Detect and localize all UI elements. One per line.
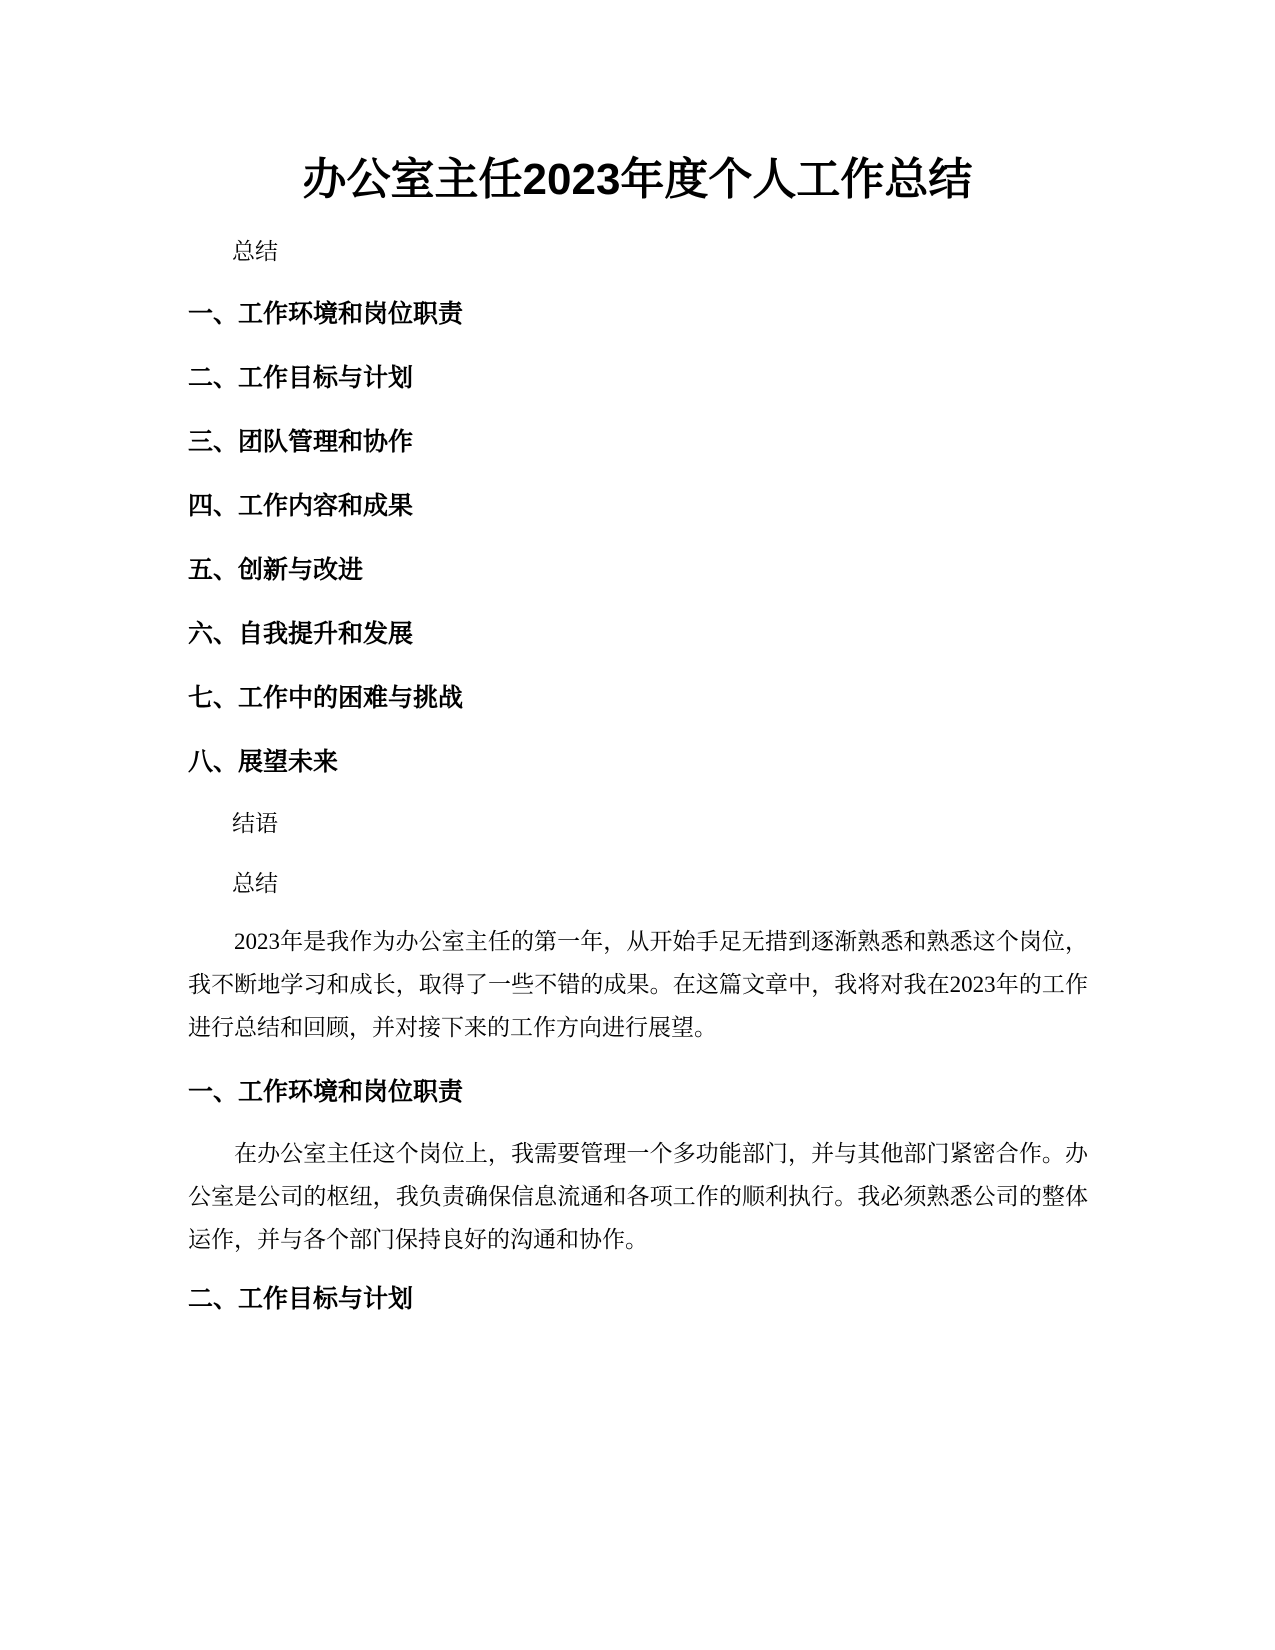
section-heading: 一、工作环境和岗位职责 (188, 1078, 464, 1106)
toc-item: 五、创新与改进 (188, 556, 364, 584)
summary-label: 总结 (232, 871, 278, 896)
toc-intro-label: 总结 (232, 239, 278, 264)
document-title: 办公室主任2023年度个人工作总结 (302, 155, 973, 204)
intro-paragraph: 2023年是我作为办公室主任的第一年，从开始手足无措到逐渐熟悉和熟悉这个岗位，我不断地学习和成长，取得了一些不错的成果。在这篇文章中，我将对我在2023年的工作进行总结和回顾，并对接下来的工作方向进行展望。 (188, 929, 1088, 1040)
toc-item: 四、工作内容和成果 (188, 492, 414, 520)
toc-item: 二、工作目标与计划 (188, 364, 414, 392)
section-heading: 二、工作目标与计划 (188, 1285, 414, 1313)
toc-item: 七、工作中的困难与挑战 (188, 684, 464, 712)
toc-item: 一、工作环境和岗位职责 (188, 300, 464, 328)
toc-item: 八、展望未来 (188, 748, 339, 776)
toc-item: 六、自我提升和发展 (188, 620, 414, 648)
section-paragraph: 在办公室主任这个岗位上，我需要管理一个多功能部门，并与其他部门紧密合作。办公室是公司的枢纽，我负责确保信息流通和各项工作的顺利执行。我必须熟悉公司的整体运作，并与各个部门保持良好的沟通和协作。 (188, 1141, 1088, 1252)
toc-item: 三、团队管理和协作 (188, 428, 414, 456)
toc-outro-label: 结语 (232, 811, 278, 836)
